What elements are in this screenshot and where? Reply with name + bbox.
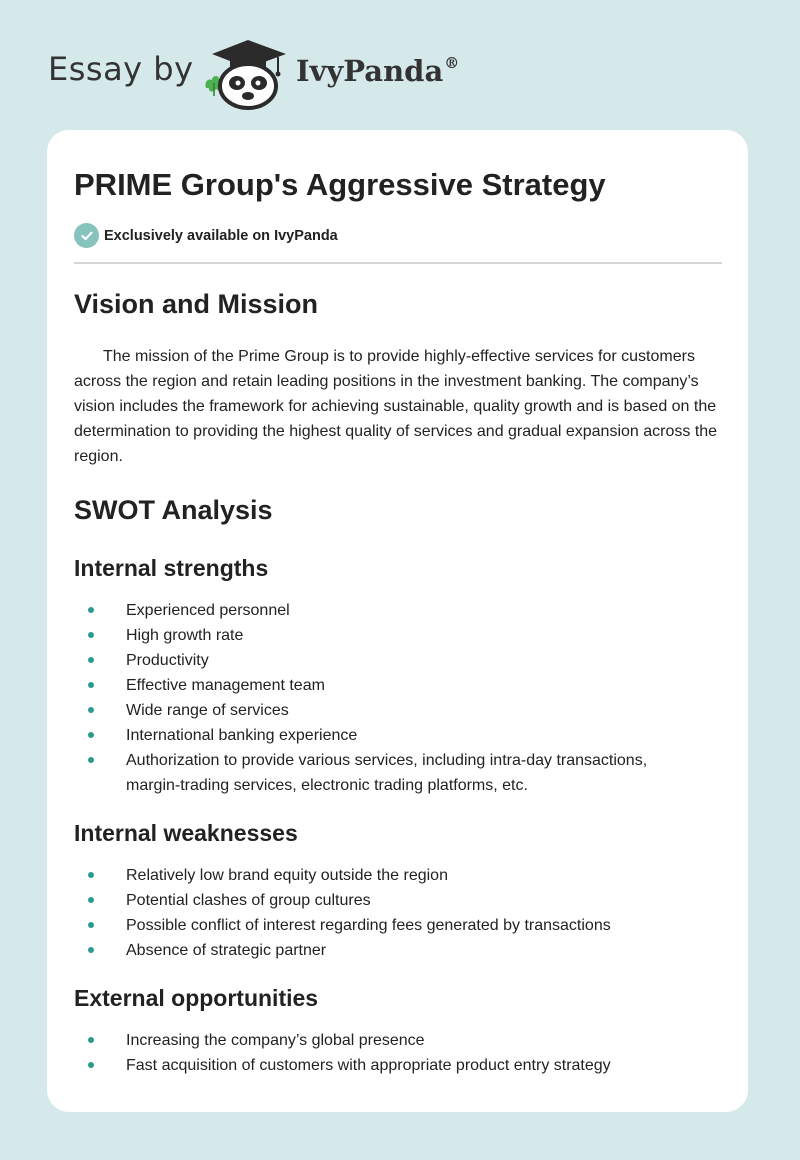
list-item: Fast acquisition of customers with appropriate product entry strategy — [74, 1053, 722, 1078]
list-item: Increasing the company’s global presence — [74, 1028, 722, 1053]
list-item: Absence of strategic partner — [74, 938, 722, 963]
article-card — [47, 130, 748, 1112]
list-item: Wide range of services — [74, 698, 722, 723]
site-header — [0, 0, 800, 130]
list-item: Experienced personnel — [74, 598, 722, 623]
opportunities-list — [74, 1028, 722, 1078]
strengths-list — [74, 598, 722, 798]
vision-paragraph: The mission of the Prime Group is to provide highly-effective services for customers across the region and retain leading positions in the investment banking. The company’s vision includes the framework for achieving sustainable, quality growth and is based on the determination to providing the highest quality of services and gradual expansion across the region. — [74, 348, 718, 465]
essay-by-label: Essay by — [48, 50, 194, 88]
brand-name[interactable]: IvyPanda® — [296, 54, 460, 88]
list-item: Relatively low brand equity outside the region — [74, 863, 722, 888]
subheading-strengths: Internal strengths — [74, 555, 269, 581]
check-circle-icon — [74, 223, 99, 248]
subheading-opportunities: External opportunities — [74, 985, 319, 1011]
list-item: Effective management team — [74, 673, 722, 698]
section-heading-vision: Vision and Mission — [74, 289, 319, 319]
subheading-weaknesses: Internal weaknesses — [74, 820, 298, 846]
panda-graduate-logo-icon[interactable] — [200, 36, 290, 110]
list-item: Potential clashes of group cultures — [74, 888, 722, 913]
exclusive-badge — [74, 223, 722, 248]
list-item: Possible conflict of interest regarding fees generated by transactions — [74, 913, 722, 938]
title-divider — [74, 262, 722, 264]
list-item: High growth rate — [74, 623, 722, 648]
list-item: Authorization to provide various services, including intra-day transactions, margin-trading services, electronic trading platforms, etc. — [74, 748, 722, 798]
list-item: Productivity — [74, 648, 722, 673]
list-item: International banking experience — [74, 723, 722, 748]
weaknesses-list — [74, 863, 722, 963]
section-heading-swot: SWOT Analysis — [74, 495, 273, 525]
exclusive-badge-label: Exclusively available on IvyPanda — [104, 227, 338, 244]
page-title: PRIME Group's Aggressive Strategy — [74, 167, 606, 202]
registered-mark: ® — [444, 54, 460, 72]
